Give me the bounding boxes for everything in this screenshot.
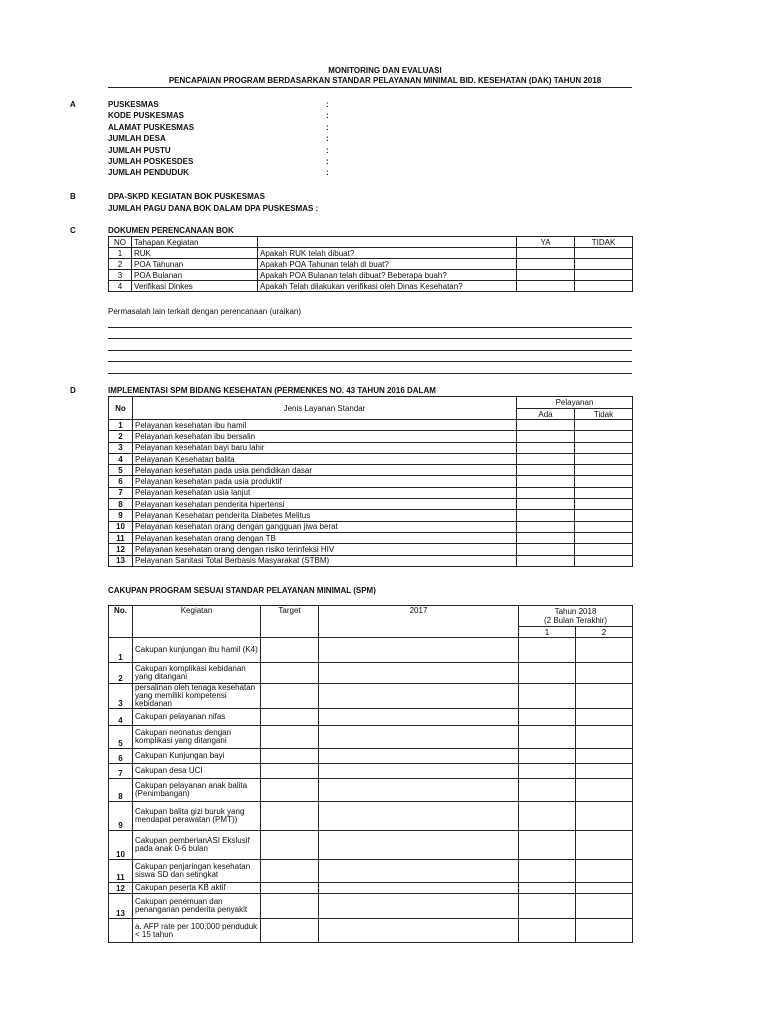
problems-line-1[interactable] xyxy=(108,327,632,328)
cakupan-col-month-1: 1 xyxy=(519,627,576,638)
cakupan-row-no: 2 xyxy=(109,663,133,684)
cakupan-col-kegiatan-header: Kegiatan xyxy=(133,606,261,638)
cakupan-row-2017-cell[interactable] xyxy=(319,638,519,663)
cakupan-row-month2-cell[interactable] xyxy=(576,894,633,919)
cakupan-row-no: 13 xyxy=(109,894,133,919)
cakupan-row-no: 1 xyxy=(109,638,133,663)
planning-row-no: 3 xyxy=(109,270,132,281)
cakupan-row xyxy=(109,684,633,709)
cakupan-row-month1-cell[interactable] xyxy=(519,919,576,943)
spm-row-no: 6 xyxy=(109,476,133,487)
field-label: JUMLAH PUSTU xyxy=(108,145,171,155)
cakupan-row xyxy=(109,663,633,684)
spm-row-jenis: Pelayanan kesehatan pada usia pendidikan dasar xyxy=(133,465,517,476)
cakupan-row-no: 10 xyxy=(109,831,133,860)
spm-row-no: 9 xyxy=(109,510,133,521)
planning-row-question: Apakah POA Tahunan telah di buat? xyxy=(258,259,517,270)
problems-label: Permasalah lain terkait dengan perencanaan (uraikan) xyxy=(108,307,302,316)
col-tahapan-header: Tahapan Kegiatan xyxy=(132,237,258,248)
planning-row xyxy=(109,270,633,281)
planning-row-question: Apakah POA Bulanan telah dibuat? Beberapa buah? xyxy=(258,270,517,281)
cakupan-row-month2-cell[interactable] xyxy=(576,749,633,764)
planning-row xyxy=(109,248,633,259)
cakupan-col-target-header: Target xyxy=(261,606,319,638)
cakupan-row-target-cell[interactable] xyxy=(261,764,319,779)
cakupan-row-month1-cell[interactable] xyxy=(519,726,576,749)
planning-table xyxy=(108,236,633,292)
spm-row-tidak-cell[interactable] xyxy=(575,487,633,498)
col-tidak-header: TIDAK xyxy=(575,237,633,248)
cakupan-row-2017-cell[interactable] xyxy=(319,709,519,726)
cakupan-row-no: 7 xyxy=(109,764,133,779)
cakupan-row-2017-cell[interactable] xyxy=(319,684,519,709)
cakupan-row-target-cell[interactable] xyxy=(261,860,319,883)
cakupan-row xyxy=(109,779,633,802)
spm-row-jenis: Pelayanan kesehatan orang dengan gangguan jiwa berat xyxy=(133,521,517,532)
field-label: KODE PUSKESMAS xyxy=(108,111,185,121)
cakupan-row xyxy=(109,726,633,749)
spm-row-no: 10 xyxy=(109,521,133,532)
spm-row-ada-cell[interactable] xyxy=(517,510,575,521)
cakupan-row-2017-cell[interactable] xyxy=(319,831,519,860)
planning-row-question: Apakah Telah dilakukan verifikasi oleh Dinas Kesehatan? xyxy=(258,281,517,292)
spm-row-jenis: Pelayanan Kesehatan penderita Diabetes Melitus xyxy=(133,510,517,521)
spm-row xyxy=(109,487,633,498)
cakupan-row xyxy=(109,883,633,894)
spm-row-tidak-cell[interactable] xyxy=(575,420,633,431)
cakupan-row-kegiatan: Cakupan pemberianASI Ekslusif pada anak 0-6 bulan xyxy=(133,831,261,860)
cakupan-row-kegiatan: Cakupan penjaringan kesehatan siswa SD dan setingkat xyxy=(133,860,261,883)
spm-row-jenis: Pelayanan kesehatan ibu hamil xyxy=(133,420,517,431)
spm-row-no: 12 xyxy=(109,544,133,555)
section-c-letter: C xyxy=(70,226,76,235)
spm-col-ada-header: Ada xyxy=(517,409,575,420)
spm-row xyxy=(109,431,633,442)
cakupan-row-month2-cell[interactable] xyxy=(576,919,633,943)
cakupan-row-2017-cell[interactable] xyxy=(319,663,519,684)
field-label: JUMLAH DESA xyxy=(108,134,166,144)
planning-row-ya-cell[interactable] xyxy=(517,270,575,281)
section-b-letter: B xyxy=(70,192,76,201)
planning-row-ya-cell[interactable] xyxy=(517,259,575,270)
cakupan-row-no xyxy=(109,919,133,943)
cakupan-row-month1-cell[interactable] xyxy=(519,779,576,802)
cakupan-row-target-cell[interactable] xyxy=(261,883,319,894)
cakupan-row-month2-cell[interactable] xyxy=(576,764,633,779)
cakupan-row-month1-cell[interactable] xyxy=(519,663,576,684)
spm-row-jenis: Pelayanan kesehatan ibu bersalin xyxy=(133,431,517,442)
spm-row-ada-cell[interactable] xyxy=(517,442,575,453)
spm-row-tidak-cell[interactable] xyxy=(575,476,633,487)
field-colon: : xyxy=(326,111,329,121)
spm-implementation-table xyxy=(108,396,633,567)
spm-row-tidak-cell[interactable] xyxy=(575,442,633,453)
field-colon: : xyxy=(326,168,329,178)
cakupan-row-target-cell[interactable] xyxy=(261,802,319,831)
cakupan-row-target-cell[interactable] xyxy=(261,684,319,709)
spm-row xyxy=(109,420,633,431)
cakupan-row-target-cell[interactable] xyxy=(261,709,319,726)
cakupan-row-month1-cell[interactable] xyxy=(519,749,576,764)
planning-table-header xyxy=(109,237,633,248)
planning-row-tidak-cell[interactable] xyxy=(575,270,633,281)
cakupan-row-target-cell[interactable] xyxy=(261,638,319,663)
spm-row-jenis: Pelayanan kesehatan bayi baru lahir xyxy=(133,442,517,453)
cakupan-row-target-cell[interactable] xyxy=(261,663,319,684)
spm-row xyxy=(109,510,633,521)
spm-row-ada-cell[interactable] xyxy=(517,420,575,431)
cakupan-row-month2-cell[interactable] xyxy=(576,860,633,883)
spm-row-no: 11 xyxy=(109,532,133,543)
cakupan-row xyxy=(109,709,633,726)
spm-row xyxy=(109,499,633,510)
planning-row-ya-cell[interactable] xyxy=(517,248,575,259)
spm-row-ada-cell[interactable] xyxy=(517,532,575,543)
spm-col-pelayanan-header: Pelayanan xyxy=(517,397,633,409)
planning-row-no: 1 xyxy=(109,248,132,259)
spm-row-tidak-cell[interactable] xyxy=(575,521,633,532)
spm-row-no: 5 xyxy=(109,465,133,476)
cakupan-row-no: 3 xyxy=(109,684,133,709)
spm-row-ada-cell[interactable] xyxy=(517,499,575,510)
cakupan-row xyxy=(109,802,633,831)
spm-row xyxy=(109,465,633,476)
cakupan-row-kegiatan: Cakupan pelayanan nifas xyxy=(133,709,261,726)
cakupan-row-no: 6 xyxy=(109,749,133,764)
planning-row xyxy=(109,259,633,270)
section-a-letter: A xyxy=(70,100,76,109)
cakupan-row-kegiatan: Cakupan Kunjungan bayi xyxy=(133,749,261,764)
cakupan-row-no: 12 xyxy=(109,883,133,894)
planning-row-no: 2 xyxy=(109,259,132,270)
spm-row-tidak-cell[interactable] xyxy=(575,465,633,476)
spm-row-ada-cell[interactable] xyxy=(517,487,575,498)
cakupan-row-month1-cell[interactable] xyxy=(519,831,576,860)
cakupan-row-2017-cell[interactable] xyxy=(319,764,519,779)
cakupan-col-month-2: 2 xyxy=(576,627,633,638)
cakupan-row-kegiatan: Cakupan peserta KB aktif xyxy=(133,883,261,894)
spm-row xyxy=(109,453,633,464)
cakupan-row-target-cell[interactable] xyxy=(261,726,319,749)
spm-row-no: 13 xyxy=(109,555,133,566)
cakupan-row-no: 11 xyxy=(109,860,133,883)
cakupan-row-2017-cell[interactable] xyxy=(319,883,519,894)
cakupan-row-kegiatan: a. AFP rate per 100.000 penduduk < 15 tahun xyxy=(133,919,261,943)
cakupan-row-kegiatan: persalinan oleh tenaga kesehatan yang memiliki kompetensi kebidanan xyxy=(133,684,261,709)
cakupan-row-kegiatan: Cakupan balita gizi buruk yang mendapat perawatan (PMT)) xyxy=(133,802,261,831)
planning-row-tidak-cell[interactable] xyxy=(575,281,633,292)
cakupan-row-no: 5 xyxy=(109,726,133,749)
cakupan-row-2017-cell[interactable] xyxy=(319,894,519,919)
spm-row-ada-cell[interactable] xyxy=(517,521,575,532)
cakupan-row xyxy=(109,749,633,764)
form-subtitle: PENCAPAIAN PROGRAM BERDASARKAN STANDAR PELAYANAN MINIMAL BID. KESEHATAN (DAK) TAHUN 2018 xyxy=(168,76,602,85)
problems-line-3[interactable] xyxy=(108,350,632,351)
section-c-title: DOKUMEN PERENCANAAN BOK xyxy=(108,226,234,235)
spm-row xyxy=(109,442,633,453)
cakupan-col-2018-header xyxy=(519,606,633,627)
field-label: ALAMAT PUSKESMAS xyxy=(108,122,195,132)
planning-row-tahapan: POA Bulanan xyxy=(132,270,258,281)
planning-row-tidak-cell[interactable] xyxy=(575,248,633,259)
cakupan-row xyxy=(109,831,633,860)
spm-row-tidak-cell[interactable] xyxy=(575,510,633,521)
field-label: PUSKESMAS xyxy=(108,100,159,109)
cakupan-col-2017-header: 2017 xyxy=(319,606,519,638)
tahun-2018-label: Tahun 2018 xyxy=(554,607,597,616)
cakupan-row-no: 9 xyxy=(109,802,133,831)
cakupan-row-target-cell[interactable] xyxy=(261,919,319,943)
spm-row xyxy=(109,521,633,532)
cakupan-row-2017-cell[interactable] xyxy=(319,749,519,764)
spm-row-no: 1 xyxy=(109,420,133,431)
spm-row-tidak-cell[interactable] xyxy=(575,544,633,555)
cakupan-row-kegiatan: Cakupan kunjungan ibu hamil (K4) xyxy=(133,638,261,663)
planning-row-tahapan: RUK xyxy=(132,248,258,259)
spm-row-jenis: Pelayanan kesehatan usia lanjut xyxy=(133,487,517,498)
cakupan-row xyxy=(109,764,633,779)
spm-row-ada-cell[interactable] xyxy=(517,431,575,442)
cakupan-row-month2-cell[interactable] xyxy=(576,883,633,894)
cakupan-row-kegiatan: Cakupan pelayanan anak balita (Penimbangan) xyxy=(133,779,261,802)
cakupan-row-target-cell[interactable] xyxy=(261,779,319,802)
spm-row-jenis: Pelayanan Sanitasi Total Berbasis Masyarakat (STBM) xyxy=(133,555,517,566)
cakupan-row-month1-cell[interactable] xyxy=(519,860,576,883)
field-colon: : xyxy=(326,134,329,144)
cakupan-row-kegiatan: Cakupan neonatus dengan komplikasi yang ditangani xyxy=(133,726,261,749)
spm-row-ada-cell[interactable] xyxy=(517,544,575,555)
field-label: JUMLAH PENDUDUK xyxy=(108,168,189,178)
col-question-header xyxy=(258,237,517,248)
spm-row xyxy=(109,555,633,566)
cakupan-row-no: 8 xyxy=(109,779,133,802)
cakupan-row-month2-cell[interactable] xyxy=(576,831,633,860)
cakupan-row-target-cell[interactable] xyxy=(261,749,319,764)
cakupan-row-no: 4 xyxy=(109,709,133,726)
cakupan-row-2017-cell[interactable] xyxy=(319,919,519,943)
cakupan-row-2017-cell[interactable] xyxy=(319,802,519,831)
spm-row-ada-cell[interactable] xyxy=(517,555,575,566)
spm-row xyxy=(109,476,633,487)
spm-row-no: 3 xyxy=(109,442,133,453)
spm-col-no-header: No xyxy=(109,397,133,420)
cakupan-col-no-header: No. xyxy=(109,606,133,638)
section-d-letter: D xyxy=(70,386,76,395)
field-label: JUMLAH POSKESDES xyxy=(108,157,194,166)
cakupan-row xyxy=(109,894,633,919)
cakupan-row-month2-cell[interactable] xyxy=(576,663,633,684)
problems-line-5[interactable] xyxy=(108,373,632,374)
cakupan-row xyxy=(109,638,633,663)
cakupan-row-kegiatan: Cakupan komplikasi kebidanan yang ditangani xyxy=(133,663,261,684)
cakupan-row-month2-cell[interactable] xyxy=(576,802,633,831)
cakupan-row-month2-cell[interactable] xyxy=(576,779,633,802)
field-colon: : xyxy=(326,157,329,166)
cakupan-row xyxy=(109,860,633,883)
planning-row-tahapan: Verifikasi Dinkes xyxy=(132,281,258,292)
header-rule xyxy=(108,87,632,88)
cakupan-row-month2-cell[interactable] xyxy=(576,726,633,749)
problems-line-4[interactable] xyxy=(108,361,632,362)
spm-row-no: 2 xyxy=(109,431,133,442)
spm-row-jenis: Pelayanan kesehatan penderita hipertensi xyxy=(133,499,517,510)
spm-row-tidak-cell[interactable] xyxy=(575,499,633,510)
spm-row-jenis: Pelayanan kesehatan pada usia produktif xyxy=(133,476,517,487)
cakupan-row-month2-cell[interactable] xyxy=(576,709,633,726)
spm-row-tidak-cell[interactable] xyxy=(575,532,633,543)
spm-row-jenis: Pelayanan kesehatan orang dengan TB xyxy=(133,532,517,543)
planning-row-no: 4 xyxy=(109,281,132,292)
cakupan-table xyxy=(108,605,633,943)
spm-row-jenis: Pelayanan kesehatan orang dengan risiko terinfeksi HIV xyxy=(133,544,517,555)
cakupan-row-month2-cell[interactable] xyxy=(576,684,633,709)
spm-row-ada-cell[interactable] xyxy=(517,453,575,464)
cakupan-row-month1-cell[interactable] xyxy=(519,638,576,663)
field-colon: : xyxy=(326,122,329,132)
planning-row-tahapan: POA Tahunan xyxy=(132,259,258,270)
cakupan-row-month1-cell[interactable] xyxy=(519,883,576,894)
section-b-pagu-label: JUMLAH PAGU DANA BOK DALAM DPA PUSKESMAS : xyxy=(108,204,319,213)
cakupan-row xyxy=(109,919,633,943)
cakupan-row-month2-cell[interactable] xyxy=(576,638,633,663)
spm-row xyxy=(109,532,633,543)
col-no-header: NO xyxy=(109,237,132,248)
planning-row-ya-cell[interactable] xyxy=(517,281,575,292)
planning-row-tidak-cell[interactable] xyxy=(575,259,633,270)
cakupan-row-2017-cell[interactable] xyxy=(319,726,519,749)
spm-row-tidak-cell[interactable] xyxy=(575,431,633,442)
spm-row-tidak-cell[interactable] xyxy=(575,555,633,566)
col-ya-header: YA xyxy=(517,237,575,248)
section-b-dpa-label: DPA-SKPD KEGIATAN BOK PUSKESMAS xyxy=(108,192,265,201)
section-d-title: IMPLEMENTASI SPM BIDANG KESEHATAN (PERMENKES NO. 43 TAHUN 2016 DALAM xyxy=(108,386,436,395)
spm-row-ada-cell[interactable] xyxy=(517,476,575,487)
cakupan-title: CAKUPAN PROGRAM SESUAI STANDAR PELAYANAN MINIMAL (SPM) xyxy=(108,586,376,595)
field-colon: : xyxy=(326,145,329,155)
planning-row-question: Apakah RUK telah dibuat? xyxy=(258,248,517,259)
cakupan-row-month1-cell[interactable] xyxy=(519,894,576,919)
spm-col-tidak-header: Tidak xyxy=(575,409,633,420)
cakupan-row-month1-cell[interactable] xyxy=(519,709,576,726)
cakupan-row-target-cell[interactable] xyxy=(261,831,319,860)
cakupan-row-2017-cell[interactable] xyxy=(319,860,519,883)
planning-row xyxy=(109,281,633,292)
problems-line-2[interactable] xyxy=(108,338,632,339)
cakupan-row-target-cell[interactable] xyxy=(261,894,319,919)
spm-row-no: 7 xyxy=(109,487,133,498)
spm-row-no: 8 xyxy=(109,499,133,510)
spm-row-no: 4 xyxy=(109,453,133,464)
cakupan-row-month1-cell[interactable] xyxy=(519,684,576,709)
cakupan-row-month1-cell[interactable] xyxy=(519,802,576,831)
spm-col-jenis-header: Jenis Layanan Standar xyxy=(133,397,517,420)
cakupan-row-2017-cell[interactable] xyxy=(319,779,519,802)
spm-row xyxy=(109,544,633,555)
spm-row-tidak-cell[interactable] xyxy=(575,453,633,464)
field-colon: : xyxy=(326,100,329,109)
spm-row-ada-cell[interactable] xyxy=(517,465,575,476)
bulan-terakhir-label: (2 Bulan Terakhir) xyxy=(544,616,607,625)
cakupan-row-kegiatan: Cakupan desa UCI xyxy=(133,764,261,779)
cakupan-row-month1-cell[interactable] xyxy=(519,764,576,779)
cakupan-row-kegiatan: Cakupan penemuan dan penanganan penderita penyakit xyxy=(133,894,261,919)
spm-row-jenis: Pelayanan Kesehatan balita xyxy=(133,453,517,464)
form-title: MONITORING DAN EVALUASI xyxy=(328,66,442,75)
